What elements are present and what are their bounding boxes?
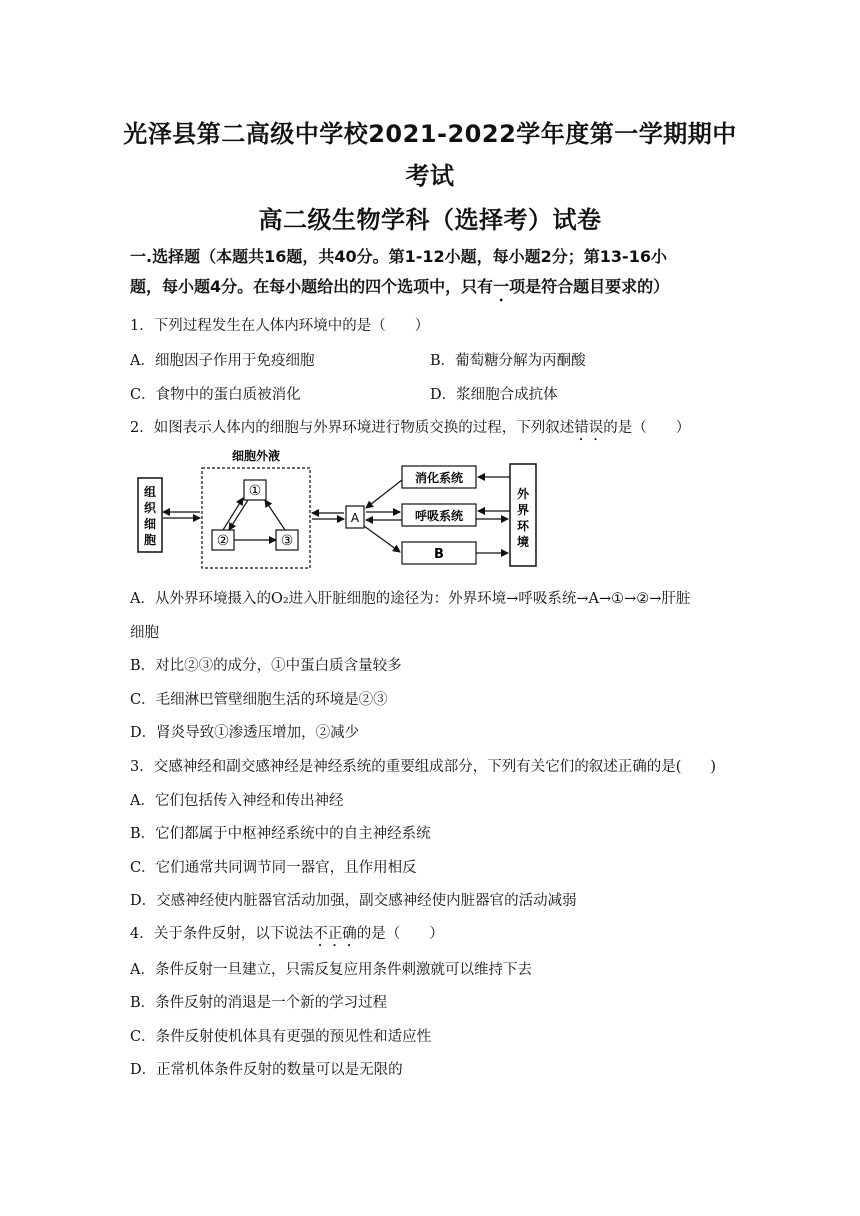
q2-option-c: C．毛细淋巴管壁细胞生活的环境是②③ xyxy=(130,692,388,708)
q4-option-d: D．正常机体条件反射的数量可以是无限的 xyxy=(130,1062,403,1078)
node-b-label: B xyxy=(434,547,444,562)
q4-option-c: C．条件反射使机体具有更强的预见性和适应性 xyxy=(130,1029,432,1045)
tissue-cell-char-2: 织 xyxy=(143,501,157,515)
section-heading xyxy=(130,242,735,305)
section-heading-line1: 一.选择题（本题共16题，共40分。第1-12小题，每小题2分；第13-16小 xyxy=(130,247,667,266)
tissue-cell-char-3: 细 xyxy=(143,517,157,531)
q1-option-d: D．浆细胞合成抗体 xyxy=(430,387,558,403)
exam-title-line2: 考试 xyxy=(405,162,455,190)
q3-stem: 3．交感神经和副交感神经是神经系统的重要组成部分，下列有关它们的叙述正确的是( ) xyxy=(130,759,717,775)
external-env-char-3: 环 xyxy=(516,519,530,533)
arrow-digestive-to-a xyxy=(366,480,402,508)
exam-title-line1: 光泽县第二高级中学校2021-2022学年度第一学期期中 xyxy=(123,120,737,148)
q4-option-b: B．条件反射的消退是一个新的学习过程 xyxy=(130,995,388,1011)
emphasis-one: 一 xyxy=(493,277,510,296)
respiratory-system-label: 呼吸系统 xyxy=(414,509,464,523)
external-env-char-1: 外 xyxy=(516,487,530,501)
q3-option-b: B．它们都属于中枢神经系统中的自主神经系统 xyxy=(130,826,431,842)
external-env-char-4: 境 xyxy=(516,535,530,549)
q1-option-c: C．食物中的蛋白质被消化 xyxy=(130,387,301,403)
arrow-2-to-1 xyxy=(223,498,243,530)
digestive-system-label: 消化系统 xyxy=(414,471,464,485)
exam-subtitle: 高二级生物学科（选择考）试卷 xyxy=(258,206,602,234)
q2-option-b: B．对比②③的成分，①中蛋白质含量较多 xyxy=(130,658,402,674)
q2-stem: 2．如图表示人体内的细胞与外界环境进行物质交换的过程，下列叙述错误的是（ ） xyxy=(130,420,691,436)
q1-stem: 1．下列过程发生在人体内环境中的是（ ） xyxy=(130,318,430,334)
q2-option-a-line1: A．从外界环境摄入的O₂进入肝脏细胞的途径为：外界环境→呼吸系统→A→①→②→肝脏 xyxy=(130,591,691,607)
node-1-label: ① xyxy=(248,483,262,499)
node-a-label: A xyxy=(350,511,360,525)
tissue-cell-char-4: 胞 xyxy=(143,533,157,547)
tissue-cell-char-1: 组 xyxy=(143,485,157,499)
q4-option-a: A．条件反射一旦建立，只需反复应用条件刺激就可以维持下去 xyxy=(130,962,532,978)
q4-stem: 4．关于条件反射，以下说法不正确的是（ ） xyxy=(130,926,444,942)
node-2-label: ② xyxy=(216,533,230,549)
emphasis-wrong: 错误 xyxy=(574,420,604,436)
q2-option-a-line2: 细胞 xyxy=(130,625,159,641)
arrow-a-to-b xyxy=(364,526,400,552)
extracellular-fluid-label: 细胞外液 xyxy=(231,449,281,463)
exchange-diagram xyxy=(130,444,550,574)
emphasis-not-correct: 不正确 xyxy=(313,926,357,942)
section-heading-line2: 题，每小题4分。在每小题给出的四个选项中，只有一项是符合题目要求的） xyxy=(130,277,670,296)
q3-option-c: C．它们通常共同调节同一器官，且作用相反 xyxy=(130,860,417,876)
arrow-3-to-1 xyxy=(265,500,285,530)
q3-option-a: A．它们包括传入神经和传出神经 xyxy=(130,793,344,809)
external-env-char-2: 界 xyxy=(516,503,530,517)
q2-option-d: D．肾炎导致①渗透压增加，②减少 xyxy=(130,725,360,741)
q1-option-b: B．葡萄糖分解为丙酮酸 xyxy=(430,353,586,369)
node-3-label: ③ xyxy=(280,533,294,549)
q1-option-a: A．细胞因子作用于免疫细胞 xyxy=(130,353,315,369)
q3-option-d: D．交感神经使内脏器官活动加强，副交感神经使内脏器官的活动减弱 xyxy=(130,893,577,909)
